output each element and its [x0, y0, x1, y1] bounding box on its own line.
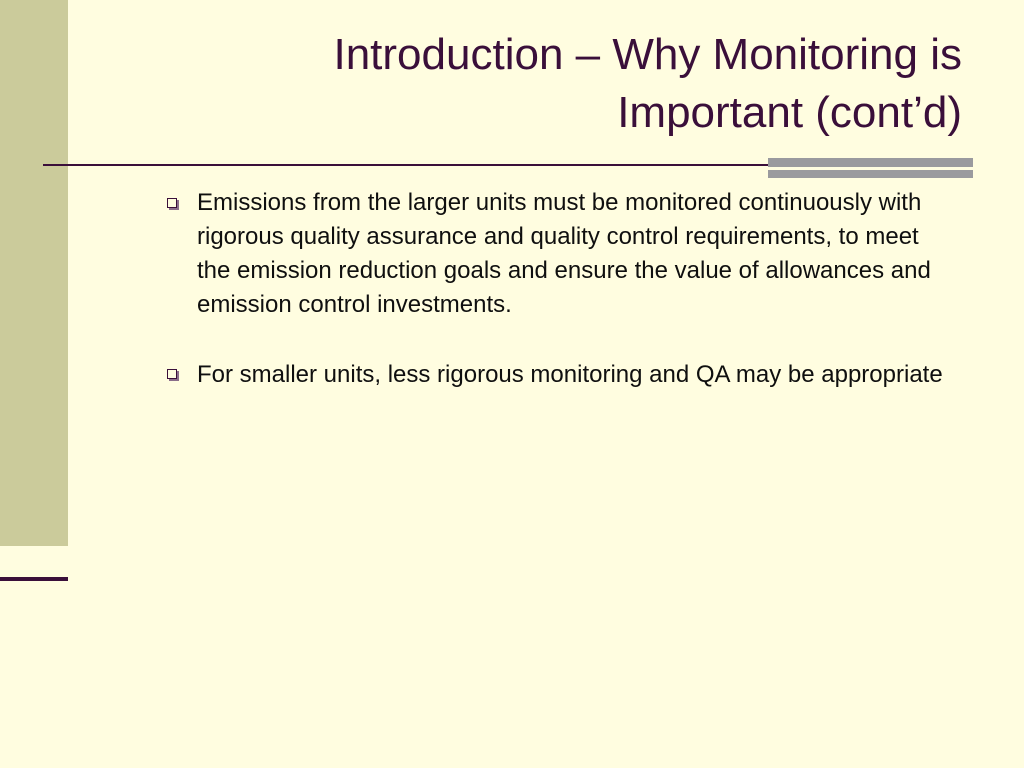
square-bullet-icon: [167, 369, 177, 379]
bullet-text: Emissions from the larger units must be monitored continuously with rigorous quality assurance and quality control requirements, to meet the emission reduction goals and ensure the value of allowances and emission control investments.: [197, 189, 931, 318]
bullet-list: [163, 186, 953, 427]
square-bullet-icon: [167, 198, 177, 208]
title-divider-block-stripe: [768, 167, 973, 170]
bullet-item: [163, 186, 953, 322]
bullet-text: For smaller units, less rigorous monitoring and QA may be appropriate: [197, 361, 943, 388]
title-line-1: Introduction – Why Monitoring is: [333, 30, 962, 79]
slide-title: [102, 26, 962, 142]
title-line-2: Important (cont’d): [617, 88, 962, 137]
left-sidebar-bar: [0, 0, 68, 546]
bullet-item: [163, 354, 953, 395]
left-accent-line: [0, 577, 68, 581]
